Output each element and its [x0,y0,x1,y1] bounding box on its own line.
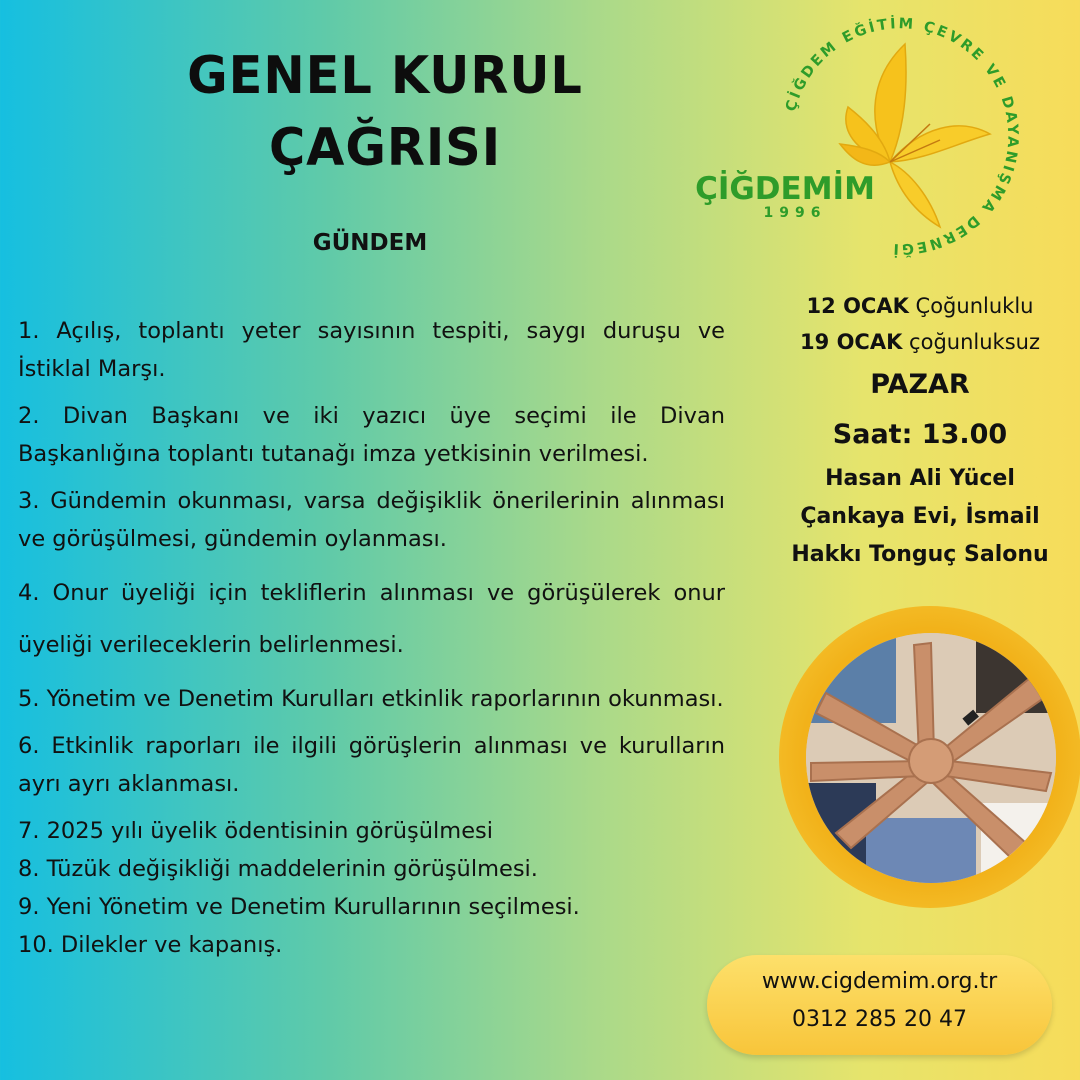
logo-ring-text: ÇİĞDEM EĞİTİM ÇEVRE VE DAYANIŞMA DERNEĞİ [783,16,1020,257]
first-date: 12 OCAK [806,294,909,318]
agenda-item: 4. Onur üyeliği için tekliflerin alınması ve görüşülerek onur üyeliği verileceklerin belirlenmesi. [18,580,725,658]
title-line-1: GENEL KURUL [187,46,583,106]
agenda-item: 8. Tüzük değişikliği maddelerinin görüşülmesi. [18,856,538,882]
website-link[interactable]: www.cigdemim.org.tr [761,969,998,994]
venue-line-2: Çankaya Evi, İsmail [800,504,1040,529]
phone-number[interactable]: 0312 285 20 47 [792,1007,967,1032]
agenda-item: 2. Divan Başkanı ve iki yazıcı üye seçimi ile Divan Başkanlığına toplantı tutanağı imza yetkisinin verilmesi. [18,403,725,467]
event-day: PAZAR [870,369,970,400]
agenda-item: 6. Etkinlik raporları ile ilgili görüşlerin alınması ve kurulların ayrı ayrı aklanması. [18,733,725,797]
date-line-2 [770,324,1070,360]
event-info [770,288,1070,574]
logo-name: ÇİĞDEMİM [695,171,875,207]
hands-together-photo [806,633,1056,883]
agenda-item: 10. Dilekler ve kapanış. [18,932,283,958]
contact-box [707,955,1052,1055]
association-logo [690,12,1020,262]
title-line-2: ÇAĞRISI [268,118,502,178]
event-time: Saat: 13.00 [832,419,1008,450]
venue-line-1: Hasan Ali Yücel [825,466,1015,491]
venue-line-3: Hakkı Tonguç Salonu [791,542,1049,567]
agenda-item: 3. Gündemin okunması, varsa değişiklik önerilerinin alınması ve görüşülmesi, gündemin oylanması. [18,488,725,552]
agenda-item: 5. Yönetim ve Denetim Kurulları etkinlik raporlarının okunması. [18,686,724,712]
second-date-note: çoğunluksuz [909,330,1040,354]
agenda-item: 9. Yeni Yönetim ve Denetim Kurullarının seçilmesi. [18,894,580,920]
page-title [186,40,585,184]
first-date-note: Çoğunluklu [915,294,1034,318]
agenda-item: 7. 2025 yılı üyelik ödentisinin görüşülmesi [18,818,494,844]
agenda-list [18,312,725,964]
date-line-1 [770,288,1070,324]
agenda-item: 1. Açılış, toplantı yeter sayısının tespiti, saygı duruşu ve İstiklal Marşı. [18,318,725,382]
agenda-heading: GÜNDEM [312,230,428,256]
logo-year: 1996 [763,205,827,221]
second-date: 19 OCAK [800,330,903,354]
